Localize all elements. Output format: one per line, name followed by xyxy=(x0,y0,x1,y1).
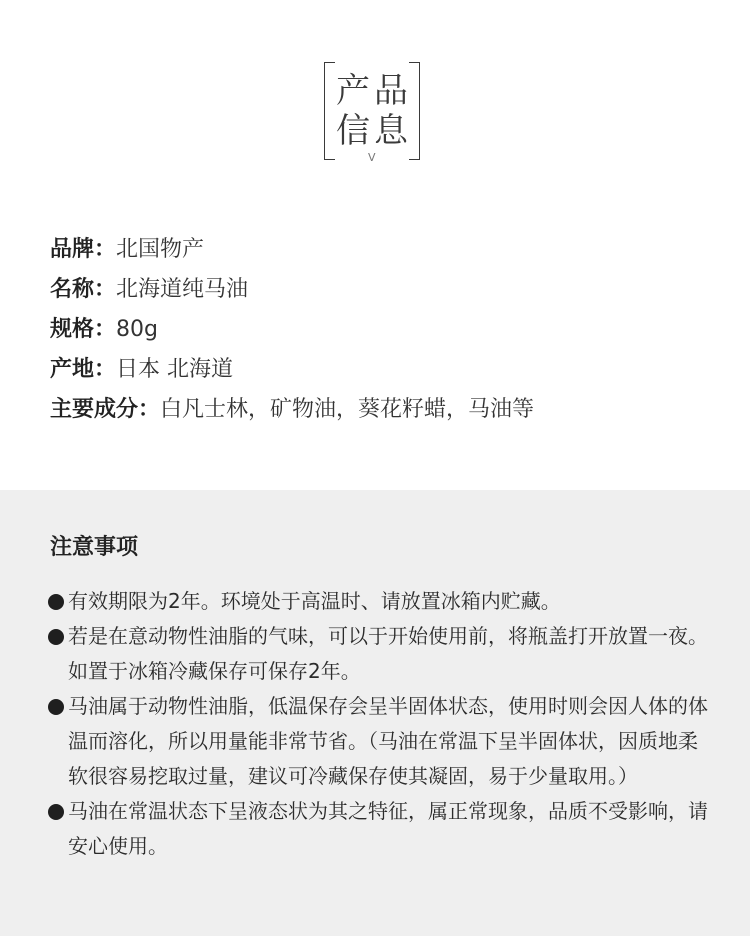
spec-value: 白凡士林，矿物油，葵花籽蜡，马油等 xyxy=(160,397,535,422)
note-text: 马油属于动物性油脂，低温保存会呈半固体状态，使用时则会因人体的体温而溶化，所以用量能非常节省。（马油在常温下呈半固体状，因质地柔软很容易挖取过量，建议可冷藏保存使其凝固，易于少量取用。） xyxy=(68,694,708,788)
badge-v-mark: V xyxy=(368,151,376,164)
product-info-badge xyxy=(324,62,420,162)
list-item xyxy=(48,689,708,794)
badge-char: 产 xyxy=(336,71,370,111)
spec-key: 品牌： xyxy=(50,237,117,262)
notes-section xyxy=(0,490,750,936)
bullet-icon xyxy=(48,629,64,645)
list-item xyxy=(48,584,708,619)
spec-key: 名称： xyxy=(50,277,117,302)
spec-row-ingredients xyxy=(50,390,534,430)
notes-title: 注意事项 xyxy=(50,535,139,560)
note-text: 马油在常温状态下呈液态状为其之特征，属正常现象，品质不受影响，请安心使用。 xyxy=(68,799,708,858)
list-item xyxy=(48,619,708,689)
list-item xyxy=(48,794,708,864)
spec-row-origin xyxy=(50,350,534,390)
spec-row-brand xyxy=(50,230,534,270)
badge-char: 息 xyxy=(374,111,408,151)
spec-key: 产地： xyxy=(50,357,117,382)
badge-char: 品 xyxy=(374,71,408,111)
spec-row-name xyxy=(50,270,534,310)
notes-list xyxy=(48,584,708,864)
product-spec-list xyxy=(50,230,534,430)
spec-row-size xyxy=(50,310,534,350)
spec-value: 日本 北海道 xyxy=(116,357,234,382)
badge-bracket-left xyxy=(324,62,335,160)
badge-char: 信 xyxy=(336,111,370,151)
bullet-icon xyxy=(48,699,64,715)
note-text: 有效期限为2年。环境处于高温时、请放置冰箱内贮藏。 xyxy=(68,589,561,613)
bullet-icon xyxy=(48,594,64,610)
bullet-icon xyxy=(48,804,64,820)
note-text: 若是在意动物性油脂的气味，可以于开始使用前，将瓶盖打开放置一夜。如置于冰箱冷藏保存可保存2年。 xyxy=(68,624,708,683)
spec-value: 北海道纯马油 xyxy=(116,277,249,302)
spec-key: 主要成分： xyxy=(50,397,161,422)
badge-bracket-right xyxy=(409,62,420,160)
spec-value: 北国物产 xyxy=(116,237,205,262)
spec-key: 规格： xyxy=(50,317,117,342)
spec-value: 80g xyxy=(116,317,158,342)
